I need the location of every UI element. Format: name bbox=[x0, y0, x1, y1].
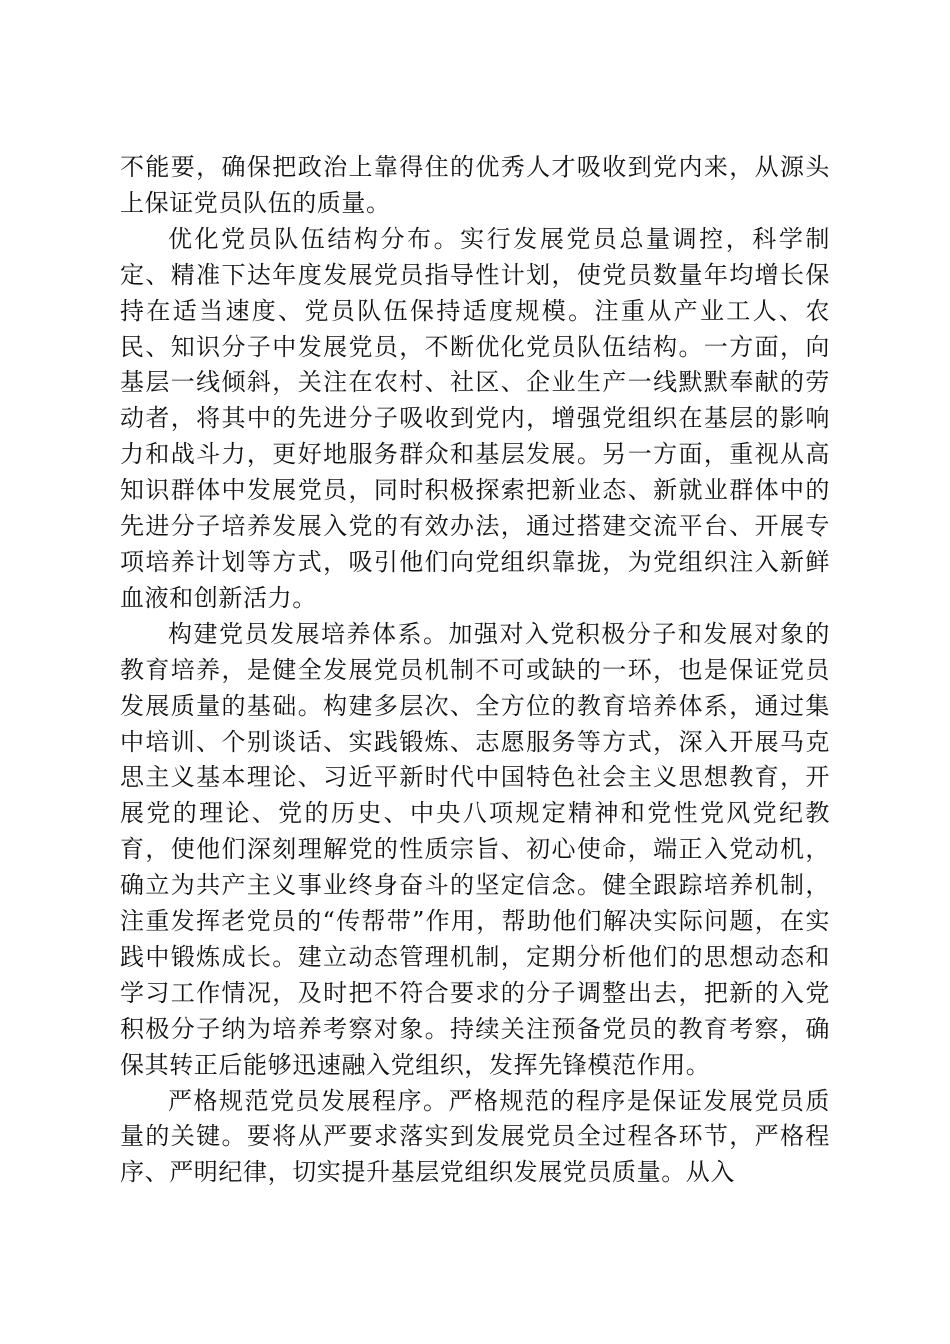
paragraph-continuation: 不能要，确保把政治上靠得住的优秀人才吸收到党内来，从源头上保证党员队伍的质量。 bbox=[120, 153, 830, 217]
paragraph-training-system: 构建党员发展培养体系。加强对入党积极分子和发展对象的教育培养，是健全发展党员机制不可或缺的一环，也是保证党员发展质量的基础。构建多层次、全方位的教育培养体系，通过集中培训、个别谈话、实践锻炼、志愿服务等方式，深入开展马克思主义基本理论、习近平新时代中国特色社会主义思想教育，开展党的理论、党的历史、中央八项规定精神和党性党风党纪教育，使他们深刻理解党的性质宗旨、初心使命，端正入党动机，确立为共产主义事业终身奋斗的坚定信念。健全跟踪培养机制，注重发挥老党员的“传帮带”作用，帮助他们解决实际问题，在实践中锻炼成长。建立动态管理机制，定期分析他们的思想动态和学习工作情况，及时把不符合要求的分子调整出去，把新的入党积极分子纳为培养考察对象。持续关注预备党员的教育考察，确保其转正后能够迅速融入党组织，发挥先锋模范作用。 bbox=[120, 619, 830, 1079]
document-body bbox=[120, 150, 830, 1191]
paragraph-optimize-structure: 优化党员队伍结构分布。实行发展党员总量调控，科学制定、精准下达年度发展党员指导性计划，使党员数量年均增长保持在适当速度、党员队伍保持适度规模。注重从产业工人、农民、知识分子中发展党员，不断优化党员队伍结构。一方面，向基层一线倾斜，关注在农村、社区、企业生产一线默默奉献的劳动者，将其中的先进分子吸收到党内，增强党组织在基层的影响力和战斗力，更好地服务群众和基层发展。另一方面，重视从高知识群体中发展党员，同时积极探索把新业态、新就业群体中的先进分子培养发展入党的有效办法，通过搭建交流平台、开展专项培养计划等方式，吸引他们向党组织靠拢，为党组织注入新鲜血液和创新活力。 bbox=[120, 224, 830, 612]
paragraph-standardize-procedure: 严格规范党员发展程序。严格规范的程序是保证发展党员质量的关键。要将从严要求落实到发展党员全过程各环节，严格程序、严明纪律，切实提升基层党组织发展党员质量。从入 bbox=[120, 1086, 830, 1187]
